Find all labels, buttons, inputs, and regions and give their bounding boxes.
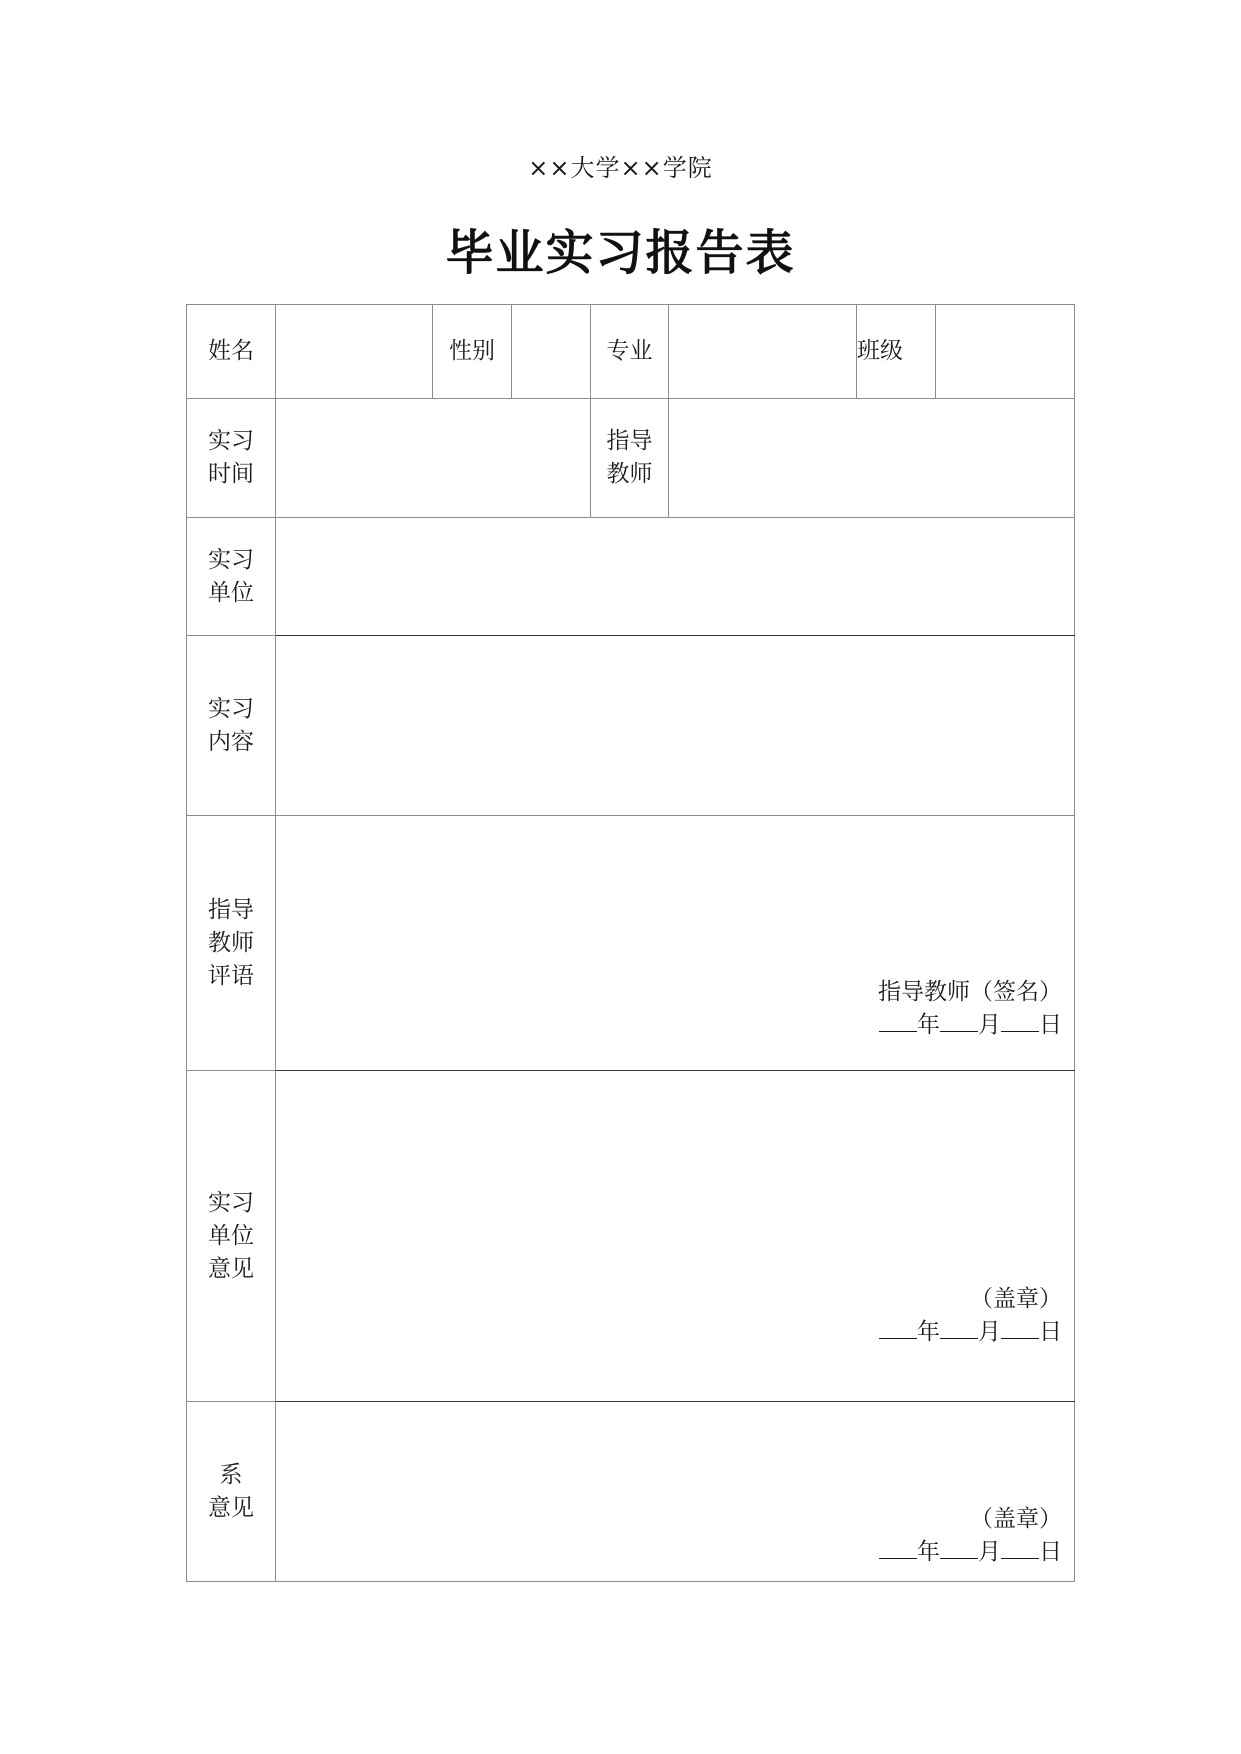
table-row-unit-opinion — [187, 1071, 1075, 1402]
institution-name: ××大学××学院 — [528, 154, 713, 182]
unit-seal-block — [879, 1283, 1062, 1349]
table-row-dept-opinion — [187, 1402, 1075, 1582]
advisor-field[interactable] — [669, 399, 1075, 518]
unit-field[interactable] — [276, 518, 1075, 636]
table-row-period-advisor — [187, 399, 1075, 518]
table-row-unit — [187, 518, 1075, 636]
table-row-content — [187, 636, 1075, 816]
gender-label: 性别 — [433, 305, 512, 399]
gender-field[interactable] — [512, 305, 591, 399]
unit-seal-text: （盖章） — [970, 1286, 1062, 1312]
unit-date-line: 年 月 日 — [879, 1316, 1062, 1349]
dept-seal-text: （盖章） — [970, 1506, 1062, 1532]
class-label: 班级 — [857, 305, 936, 399]
name-field[interactable] — [276, 305, 433, 399]
major-label: 专业 — [591, 305, 669, 399]
period-label: 实习 时间 — [187, 399, 276, 518]
name-label: 姓名 — [187, 305, 276, 399]
major-field[interactable] — [669, 305, 857, 399]
form-title: 毕业实习报告表 — [445, 225, 796, 281]
period-field[interactable] — [276, 399, 591, 518]
dept-opinion-field[interactable] — [276, 1402, 1075, 1582]
advisor-date-line: 年 月 日 — [878, 1009, 1062, 1042]
internship-report-table — [186, 304, 1075, 1582]
content-field[interactable] — [276, 636, 1075, 816]
class-field[interactable] — [936, 305, 1075, 399]
advisor-sign-text: 指导教师（签名） — [878, 979, 1062, 1005]
unit-label: 实习 单位 — [187, 518, 276, 636]
advisor-comment-field[interactable] — [276, 816, 1075, 1071]
unit-opinion-label: 实习 单位 意见 — [187, 1071, 276, 1402]
table-row-advisor-comment — [187, 816, 1075, 1071]
table-row-basic-info — [187, 305, 1075, 399]
dept-opinion-label: 系 意见 — [187, 1402, 276, 1582]
advisor-comment-label: 指导 教师 评语 — [187, 816, 276, 1071]
unit-opinion-field[interactable] — [276, 1071, 1075, 1402]
advisor-label: 指导 教师 — [591, 399, 669, 518]
dept-seal-block — [879, 1503, 1062, 1569]
dept-date-line: 年 月 日 — [879, 1536, 1062, 1569]
content-label: 实习 内容 — [187, 636, 276, 816]
advisor-signature-block — [878, 976, 1062, 1042]
